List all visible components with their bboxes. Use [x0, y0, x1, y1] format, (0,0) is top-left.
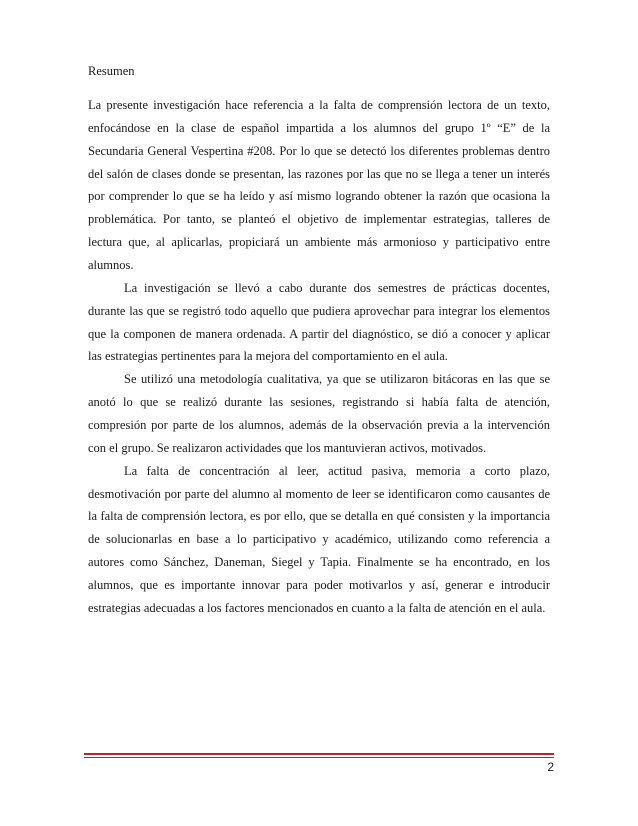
footer-rule [84, 753, 554, 755]
body-line: del salón de clases donde se presentan, las razones por las que no se llega a tener un interés [88, 167, 550, 181]
body-line: la falta de comprensión lectora, es por ello, que se detalla en qué consisten y la importancia [88, 509, 550, 523]
body-line: que la componen de manera ordenada. A partir del diagnóstico, se dió a conocer y aplicar [88, 327, 550, 341]
body-line: La investigación se llevó a cabo durante dos semestres de prácticas docentes, [124, 281, 550, 295]
body-line: desmotivación por parte del alumno al momento de leer se identificaron como causantes de [88, 487, 550, 501]
body-line: con el grupo. Se realizaron actividades que los mantuvieran activos, motivados. [88, 441, 487, 455]
body-line: autores como Sánchez, Daneman, Siegel y Tapia. Finalmente se ha encontrado, en los [88, 555, 550, 569]
body-line: anotó lo que se realizó durante las sesiones, registrando si había falta de atención, [88, 395, 550, 409]
body-line: Se utilizó una metodología cualitativa, ya que se utilizaron bitácoras en las que se [124, 372, 550, 386]
body-line: lectura que, al aplicarlas, propiciará un ambiente más armonioso y participativo entre [88, 235, 550, 249]
body-line: La falta de concentración al leer, actitud pasiva, memoria a corto plazo, [124, 464, 550, 478]
body-line: Secundaria General Vespertina #208. Por lo que se detectó los diferentes problemas dentro [88, 144, 550, 158]
section-heading: Resumen [88, 64, 135, 78]
page-number: 2 [547, 760, 554, 774]
body-line: durante las que se registró todo aquello que pudiera aprovechar para integrar los elementos [88, 304, 550, 318]
body-line: estrategias adecuadas a los factores mencionados en cuanto a la falta de atención en el aula. [88, 601, 546, 615]
body-line: compresión por parte de los alumnos, además de la observación previa a la intervención [88, 418, 550, 432]
body-line: de solucionarlas en base a lo participativo y académico, utilizando como referencia a [88, 532, 550, 546]
body-line: las estrategias pertinentes para la mejora del comportamiento en el aula. [88, 349, 448, 363]
body-line: La presente investigación hace referencia a la falta de comprensión lectora de un texto, [88, 98, 550, 112]
footer-rule-thin [84, 757, 554, 758]
body-line: por comprender lo que se ha leído y así mismo logrando obtener la razón que ocasiona la [88, 189, 550, 203]
body-line: enfocándose en la clase de español impartida a los alumnos del grupo 1º “E” de la [88, 121, 550, 135]
body-line: problemática. Por tanto, se planteó el objetivo de implementar estrategias, talleres de [88, 212, 550, 226]
body-line: alumnos. [88, 258, 134, 272]
body-line: alumnos, que es importante innovar para poder motivarlos y así, generar e introducir [88, 578, 550, 592]
